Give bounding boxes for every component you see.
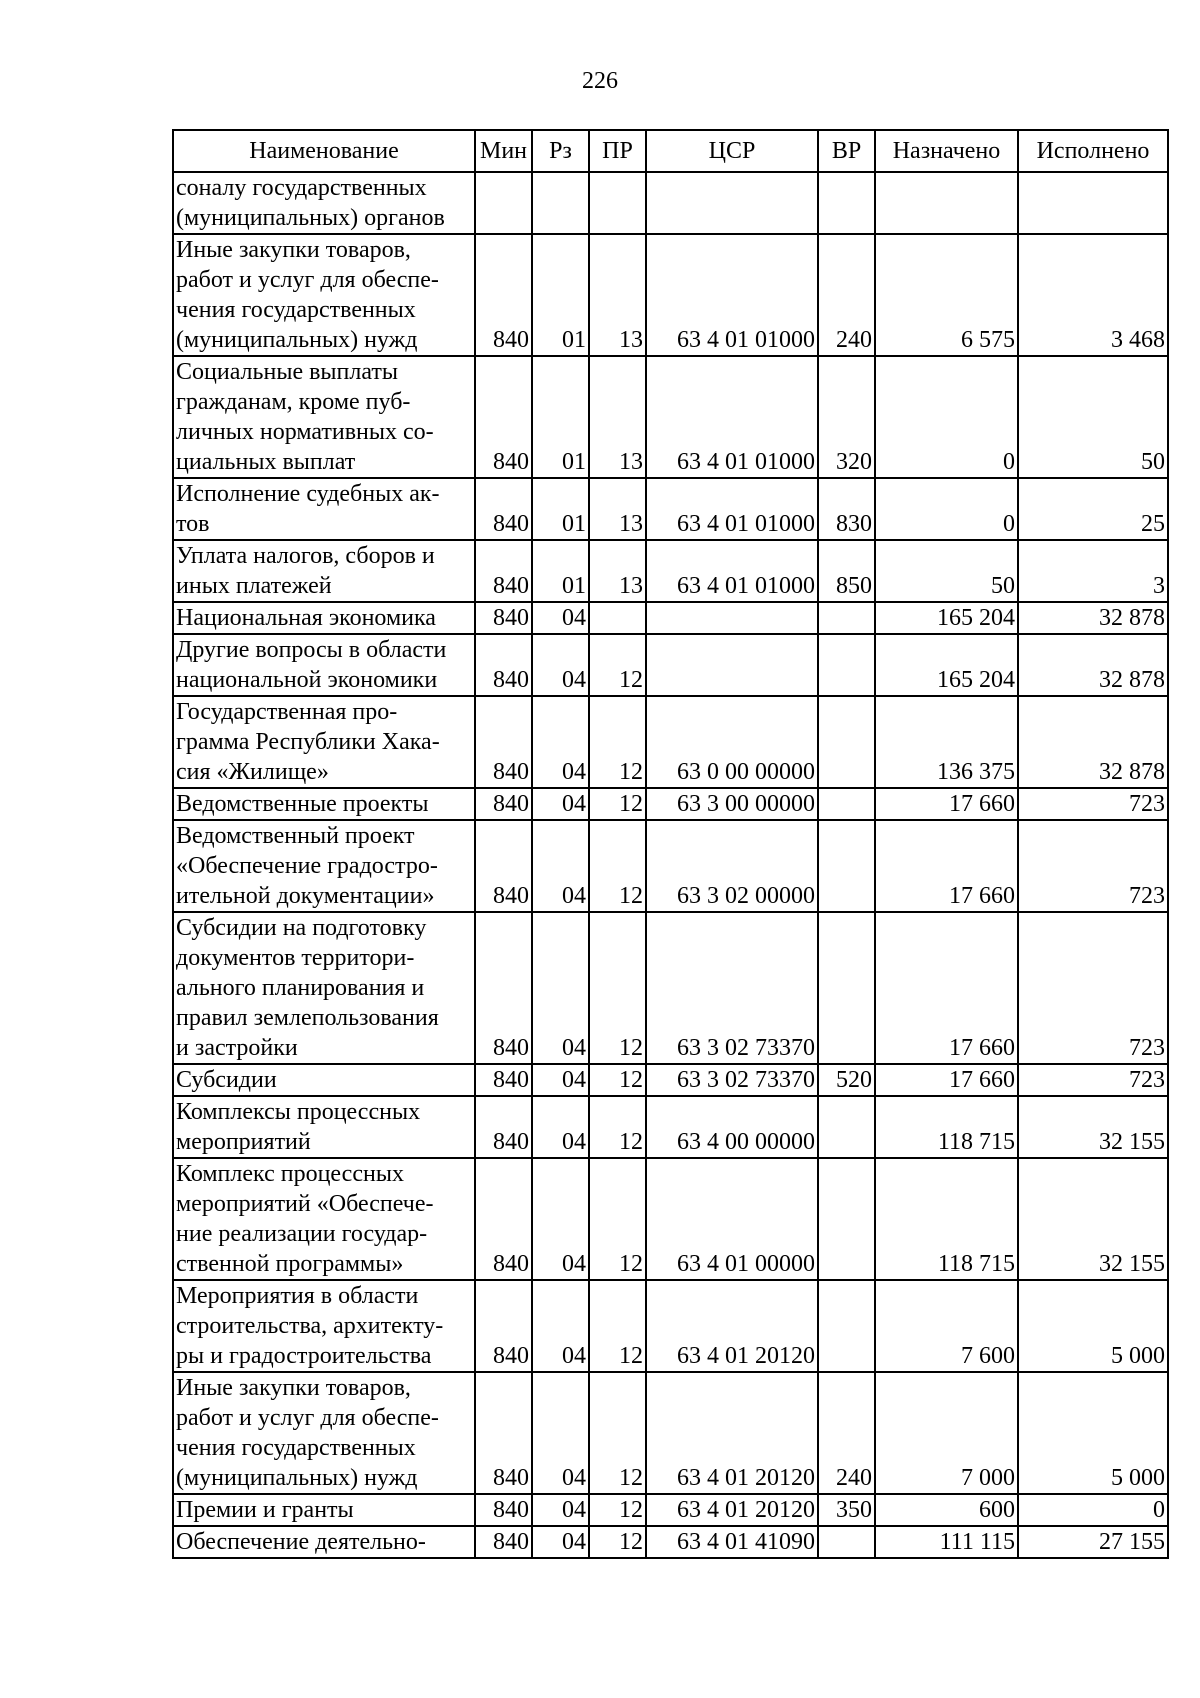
cell-name: Премии и гранты <box>173 1494 475 1526</box>
cell-pr: 12 <box>589 820 646 912</box>
table-row <box>173 602 1168 634</box>
table-row <box>173 820 1168 912</box>
cell-rz: 01 <box>532 356 589 478</box>
cell-vr <box>818 696 875 788</box>
cell-rz: 04 <box>532 634 589 696</box>
cell-pr: 12 <box>589 1064 646 1096</box>
cell-executed: 723 <box>1018 788 1168 820</box>
cell-csr <box>646 634 818 696</box>
cell-executed: 25 <box>1018 478 1168 540</box>
cell-assigned: 111 115 <box>875 1526 1018 1558</box>
cell-pr: 12 <box>589 1372 646 1494</box>
cell-min: 840 <box>475 1096 532 1158</box>
table-row <box>173 696 1168 788</box>
cell-pr: 12 <box>589 634 646 696</box>
header-row <box>173 130 1168 172</box>
cell-vr <box>818 602 875 634</box>
cell-pr: 13 <box>589 356 646 478</box>
cell-pr: 12 <box>589 1526 646 1558</box>
cell-rz: 04 <box>532 696 589 788</box>
cell-min: 840 <box>475 1494 532 1526</box>
cell-vr <box>818 1096 875 1158</box>
cell-rz: 01 <box>532 234 589 356</box>
cell-pr: 12 <box>589 912 646 1064</box>
cell-csr: 63 4 00 00000 <box>646 1096 818 1158</box>
cell-min: 840 <box>475 1526 532 1558</box>
cell-executed: 5 000 <box>1018 1280 1168 1372</box>
cell-assigned: 17 660 <box>875 820 1018 912</box>
table-row <box>173 1372 1168 1494</box>
cell-min: 840 <box>475 234 532 356</box>
cell-vr <box>818 172 875 234</box>
cell-csr: 63 4 01 01000 <box>646 234 818 356</box>
cell-pr: 12 <box>589 696 646 788</box>
cell-executed: 32 878 <box>1018 696 1168 788</box>
cell-rz: 04 <box>532 1494 589 1526</box>
table-row <box>173 1494 1168 1526</box>
cell-vr <box>818 1158 875 1280</box>
cell-executed: 0 <box>1018 1494 1168 1526</box>
cell-vr <box>818 1280 875 1372</box>
cell-csr: 63 4 01 20120 <box>646 1494 818 1526</box>
table-row <box>173 356 1168 478</box>
cell-name: Социальные выплаты гражданам, кроме пуб- личных нормативных со- циальных выплат <box>173 356 475 478</box>
table-row <box>173 1280 1168 1372</box>
cell-assigned: 17 660 <box>875 1064 1018 1096</box>
cell-rz: 04 <box>532 602 589 634</box>
cell-csr: 63 3 00 00000 <box>646 788 818 820</box>
cell-executed: 32 878 <box>1018 602 1168 634</box>
cell-rz <box>532 172 589 234</box>
cell-min: 840 <box>475 356 532 478</box>
cell-vr <box>818 788 875 820</box>
cell-pr: 12 <box>589 1096 646 1158</box>
cell-min: 840 <box>475 1064 532 1096</box>
cell-executed: 5 000 <box>1018 1372 1168 1494</box>
cell-min: 840 <box>475 602 532 634</box>
cell-assigned: 600 <box>875 1494 1018 1526</box>
cell-executed: 3 <box>1018 540 1168 602</box>
cell-rz: 04 <box>532 820 589 912</box>
cell-vr <box>818 634 875 696</box>
cell-rz: 04 <box>532 788 589 820</box>
cell-assigned: 118 715 <box>875 1158 1018 1280</box>
cell-min: 840 <box>475 912 532 1064</box>
cell-csr: 63 4 01 01000 <box>646 540 818 602</box>
cell-min: 840 <box>475 478 532 540</box>
cell-pr: 12 <box>589 1280 646 1372</box>
cell-vr: 350 <box>818 1494 875 1526</box>
cell-min <box>475 172 532 234</box>
budget-table <box>172 129 1169 1559</box>
cell-csr <box>646 602 818 634</box>
cell-name: Ведомственные проекты <box>173 788 475 820</box>
cell-rz: 04 <box>532 1158 589 1280</box>
cell-rz: 04 <box>532 1096 589 1158</box>
cell-name: Субсидии на подготовку документов территори- ального планирования и правил землепользования и застройки <box>173 912 475 1064</box>
cell-csr: 63 0 00 00000 <box>646 696 818 788</box>
cell-name: Уплата налогов, сборов и иных платежей <box>173 540 475 602</box>
cell-name: Обеспечение деятельно- <box>173 1526 475 1558</box>
cell-vr: 520 <box>818 1064 875 1096</box>
cell-vr: 850 <box>818 540 875 602</box>
cell-assigned: 7 000 <box>875 1372 1018 1494</box>
cell-pr: 12 <box>589 1158 646 1280</box>
cell-rz: 04 <box>532 1064 589 1096</box>
cell-pr: 13 <box>589 234 646 356</box>
table-row <box>173 234 1168 356</box>
cell-assigned <box>875 172 1018 234</box>
cell-pr: 13 <box>589 478 646 540</box>
cell-min: 840 <box>475 634 532 696</box>
cell-name: Комплексы процессных мероприятий <box>173 1096 475 1158</box>
table-row <box>173 788 1168 820</box>
col-header-pr: ПР <box>589 130 646 172</box>
cell-executed: 3 468 <box>1018 234 1168 356</box>
table-row <box>173 1096 1168 1158</box>
cell-vr: 320 <box>818 356 875 478</box>
cell-executed: 723 <box>1018 912 1168 1064</box>
table-row <box>173 1064 1168 1096</box>
cell-csr: 63 4 01 01000 <box>646 356 818 478</box>
table-row <box>173 1526 1168 1558</box>
cell-vr: 830 <box>818 478 875 540</box>
cell-min: 840 <box>475 1280 532 1372</box>
cell-assigned: 118 715 <box>875 1096 1018 1158</box>
cell-name: Ведомственный проект «Обеспечение градостро- ительной документации» <box>173 820 475 912</box>
cell-rz: 04 <box>532 912 589 1064</box>
cell-name: Комплекс процессных мероприятий «Обеспече- ние реализации государ- ственной программы» <box>173 1158 475 1280</box>
cell-rz: 04 <box>532 1526 589 1558</box>
cell-pr <box>589 602 646 634</box>
cell-name: Исполнение судебных ак- тов <box>173 478 475 540</box>
cell-assigned: 17 660 <box>875 912 1018 1064</box>
cell-assigned: 136 375 <box>875 696 1018 788</box>
cell-executed: 32 878 <box>1018 634 1168 696</box>
col-header-min: Мин <box>475 130 532 172</box>
cell-min: 840 <box>475 788 532 820</box>
cell-name: Мероприятия в области строительства, архитекту- ры и градостроительства <box>173 1280 475 1372</box>
cell-pr: 12 <box>589 1494 646 1526</box>
cell-assigned: 165 204 <box>875 602 1018 634</box>
cell-vr <box>818 912 875 1064</box>
col-header-name: Наименование <box>173 130 475 172</box>
cell-pr: 13 <box>589 540 646 602</box>
cell-vr: 240 <box>818 234 875 356</box>
table-row <box>173 634 1168 696</box>
col-header-rz: Рз <box>532 130 589 172</box>
cell-executed: 50 <box>1018 356 1168 478</box>
cell-executed: 723 <box>1018 820 1168 912</box>
table-row <box>173 1158 1168 1280</box>
cell-rz: 01 <box>532 478 589 540</box>
cell-assigned: 7 600 <box>875 1280 1018 1372</box>
cell-min: 840 <box>475 1158 532 1280</box>
cell-name: Национальная экономика <box>173 602 475 634</box>
cell-csr: 63 4 01 01000 <box>646 478 818 540</box>
table-row <box>173 172 1168 234</box>
cell-rz: 04 <box>532 1280 589 1372</box>
cell-min: 840 <box>475 696 532 788</box>
cell-assigned: 17 660 <box>875 788 1018 820</box>
cell-executed: 723 <box>1018 1064 1168 1096</box>
cell-csr: 63 4 01 20120 <box>646 1280 818 1372</box>
cell-pr: 12 <box>589 788 646 820</box>
cell-csr: 63 3 02 73370 <box>646 912 818 1064</box>
cell-csr: 63 3 02 73370 <box>646 1064 818 1096</box>
cell-executed: 32 155 <box>1018 1096 1168 1158</box>
cell-min: 840 <box>475 820 532 912</box>
col-header-assigned: Назначено <box>875 130 1018 172</box>
table-row <box>173 540 1168 602</box>
cell-vr: 240 <box>818 1372 875 1494</box>
cell-name: Субсидии <box>173 1064 475 1096</box>
cell-csr: 63 4 01 20120 <box>646 1372 818 1494</box>
cell-executed: 32 155 <box>1018 1158 1168 1280</box>
cell-csr <box>646 172 818 234</box>
cell-vr <box>818 1526 875 1558</box>
cell-assigned: 50 <box>875 540 1018 602</box>
cell-pr <box>589 172 646 234</box>
cell-name: Иные закупки товаров, работ и услуг для обеспе- чения государственных (муниципальных) нужд <box>173 234 475 356</box>
cell-name: соналу государственных (муниципальных) органов <box>173 172 475 234</box>
cell-csr: 63 3 02 00000 <box>646 820 818 912</box>
cell-csr: 63 4 01 41090 <box>646 1526 818 1558</box>
cell-name: Иные закупки товаров, работ и услуг для обеспе- чения государственных (муниципальных) нужд <box>173 1372 475 1494</box>
table-row <box>173 912 1168 1064</box>
table-body <box>173 172 1168 1558</box>
cell-vr <box>818 820 875 912</box>
cell-assigned: 0 <box>875 478 1018 540</box>
cell-executed <box>1018 172 1168 234</box>
cell-min: 840 <box>475 540 532 602</box>
table-row <box>173 478 1168 540</box>
col-header-csr: ЦСР <box>646 130 818 172</box>
cell-name: Другие вопросы в области национальной экономики <box>173 634 475 696</box>
cell-min: 840 <box>475 1372 532 1494</box>
cell-assigned: 165 204 <box>875 634 1018 696</box>
cell-executed: 27 155 <box>1018 1526 1168 1558</box>
col-header-executed: Исполнено <box>1018 130 1168 172</box>
cell-csr: 63 4 01 00000 <box>646 1158 818 1280</box>
cell-rz: 04 <box>532 1372 589 1494</box>
col-header-vr: ВР <box>818 130 875 172</box>
cell-assigned: 6 575 <box>875 234 1018 356</box>
cell-rz: 01 <box>532 540 589 602</box>
cell-name: Государственная про- грамма Республики Хака- сия «Жилище» <box>173 696 475 788</box>
page-number: 226 <box>582 68 618 94</box>
cell-assigned: 0 <box>875 356 1018 478</box>
